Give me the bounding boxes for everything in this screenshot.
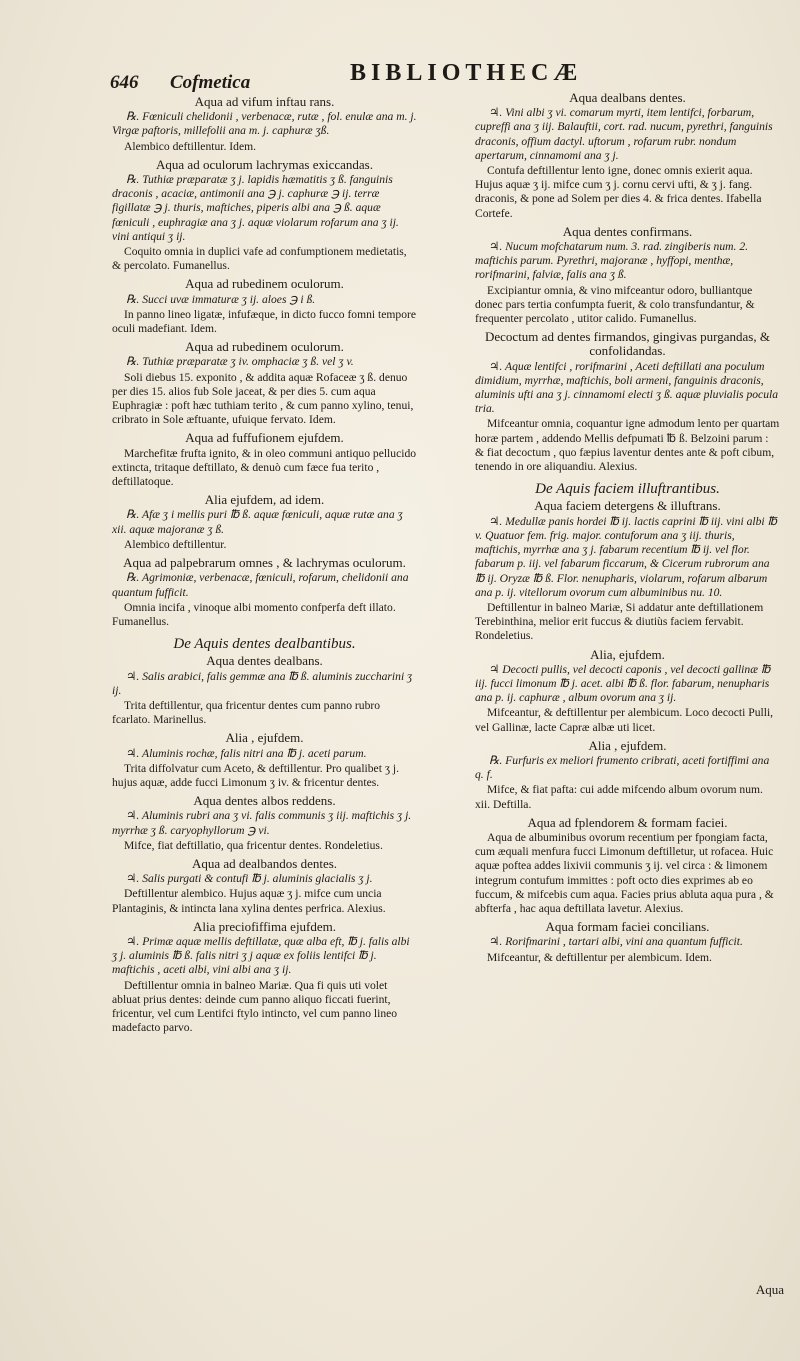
page-number: 646 bbox=[110, 72, 139, 93]
prose-block: Excipiantur omnia, & vino mifceantur odoro, bulliantque donec pars tertia confumpta fuerit, & colo transfundantur, & frequenter percolato , utitor calido. Fumanellus. bbox=[475, 283, 755, 326]
prose-block: Aqua de albuminibus ovorum recentium per fpongiam facta, cum æquali menfura fucci Limonum deftilletur, ut rofacea. Huic aquæ poftea addes lixivii communis ʒ ij. vel circa : & limonem integrum contufum immittes : poft octo dies exprimes ab eo fuccum, & mifcebis cum aqua. Facies prius abluta aqua pura , & abfterfa , hac aqua deftillata lavetur. Alexius. bbox=[475, 830, 774, 915]
recipe-block: ♃. Primæ aquæ mellis deftillatæ, quæ alba eft, ℔ j. falis albi ʒ j. aluminis ℔ ß. falis nitri ʒ j aquæ ex foliis lentifci ℔ j. maftichis , aceti albi, vini albi ana ʒ ij. bbox=[112, 934, 410, 977]
heading-block: Aqua dentes albos reddens. bbox=[193, 793, 336, 809]
prose-block: Contufa deftillentur lento igne, donec omnis exierit aqua. Hujus aquæ ʒ ij. mifce cum ʒ j. cornu cervi ufti, & ʒ j. fang. draconis, & pone ad Solem per dies 4. & frica dentes. Ifabella Cortefe. bbox=[475, 164, 762, 220]
recipe-block: ♃. Aluminis rubri ana ʒ vi. falis communis ʒ iij. maftichis ʒ j. myrrhæ ʒ ß. caryophyllorum ℈ vi. bbox=[112, 809, 412, 837]
heading-block: Alia , ejufdem. bbox=[225, 730, 304, 746]
prose-block: Mifce, & fiat pafta: cui adde mifcendo album ovorum num. xii. Deftilla. bbox=[475, 783, 763, 811]
running-title: BIBLIOTHECÆ bbox=[350, 60, 583, 86]
recipe-block: ♃. Salis arabici, falis gemmæ ana ℔ ß. aluminis zuccharini ʒ ij. bbox=[112, 669, 413, 697]
prose-block: Deftillentur alembico. Hujus aquæ ʒ j. mifce cum uncia Plantaginis, & intincta lana xylina dentes perfrica. Alexius. bbox=[112, 887, 386, 915]
left-column bbox=[112, 92, 417, 1039]
catchword: Aqua bbox=[755, 1282, 784, 1297]
recipe-block: ℞. Fœniculi chelidonii , verbenacæ, rutæ , fol. enulæ ana m. j. Virgæ paftoris, millefolii ana m. j. caphuræ ʒß. bbox=[112, 110, 417, 138]
heading-block: Alia preciofiffima ejufdem. bbox=[192, 918, 337, 934]
heading-block: Aqua ad palpebrarum omnes , & lachrymas oculorum. bbox=[123, 555, 406, 571]
prose-block: Alembico deftillentur. Idem. bbox=[124, 139, 257, 153]
recipe-block: ♃. Nucum mofchatarum num. 3. rad. zingiberis num. 2. maftichis parum. Pyrethri, majoranæ , hyffopi, menthæ, rorifmarini, falviæ, falis ana ʒ ß. bbox=[475, 240, 749, 282]
recipe-block: ♃ Decocti pullis, vel decocti caponis , vel decocti gallinæ ℔ iij. fucci limonum ℔ j. acet. albi ℔ ß. flor. fabarum, nenupharis ana p. ij. caphuræ , album ovorum ana ʒ ij. bbox=[475, 662, 771, 705]
heading-block: Aqua dentes dealbans. bbox=[206, 653, 323, 669]
heading-block: Aqua ad oculorum lachrymas exiccandas. bbox=[156, 156, 373, 172]
heading-block: Decoctum ad dentes firmandos, gingivas purgandas, & confolidandas. bbox=[485, 329, 770, 359]
rubric-block: De Aquis dentes dealbantibus. bbox=[173, 636, 356, 653]
heading-block: Aqua ad fplendorem & formam faciei. bbox=[527, 814, 728, 830]
heading-block: Aqua faciem detergens & illuftrans. bbox=[534, 498, 721, 514]
recipe-block: ℞. Tuthiæ præparatæ ʒ iv. omphaciæ ʒ ß. vel ʒ v. bbox=[126, 355, 354, 369]
recipe-block: ♃. Aquæ lentifci , rorifmarini , Aceti deftillati ana poculum dimidium, myrrhæ, maftichis, boli armeni, fanguinis draconis, aluminis ufti ana ʒ j. cinnamomi electi ʒ ß. aquæ pluvialis pocula tria. bbox=[475, 359, 779, 416]
prose-block: Mifce, fiat deftillatio, qua fricentur dentes. Rondeletius. bbox=[124, 838, 383, 852]
heading-block: Alia ejufdem, ad idem. bbox=[204, 492, 325, 508]
heading-block: Alia , ejufdem. bbox=[588, 737, 667, 753]
prose-block: Omnia incifa , vinoque albi momento confperfa deft illato. Fumanellus. bbox=[112, 600, 396, 628]
prose-block: Deftillentur omnia in balneo Mariæ. Qua fi quis uti volet abluat prius dentes: deinde cum panno aliquo ficcati fuerint, fricentur, vel cum Lentifci ftylo intincto, vel cum panno lineo madefacto parvo. bbox=[112, 978, 398, 1035]
recipe-block: ♃. Vini albi ʒ vi. comarum myrti, item lentifci, forbarum, cupreffi ana ʒ iij. Balauftii, cort. rad. nucum, pyrethri, fanguinis draconis, offium dactyl. uftorum , rofarum rubr. nondum apertarum, cinnamomi ana ʒ j. bbox=[475, 106, 773, 162]
prose-block: Mifceantur omnia, coquantur igne admodum lento per quartam horæ partem , addendo Mellis defpumati ℔ ß. Belzoini parum : & fiat decoctum , quo fæpius laventur dentes ante & poft cibum, tenendo in ore aliquandiu. Alexius. bbox=[475, 417, 780, 474]
rubric-block: De Aquis faciem illuftrantibus. bbox=[535, 481, 720, 498]
recipe-block: ℞. Tuthiæ præparatæ ʒ j. lapidis hæmatitis ʒ ß. fanguinis draconis , acaciæ, antimonii ana ℈ j. caphuræ ℈ ij. terræ figillatæ ℈ j. thuris, maftiches, piperis albi ana ℈ ß. aquæ fœniculi , euphragiæ ana ʒ j. aquæ violarum rofarum ana ʒ ij. vini antiqui ʒ ij. bbox=[112, 173, 399, 243]
heading-block: Aqua dealbans dentes. bbox=[569, 90, 686, 105]
recipe-block: ℞. Agrimoniæ, verbenacæ, fœniculi, rofarum, chelidonii ana quantum fufficit. bbox=[112, 571, 409, 599]
prose-block: In panno lineo ligatæ, infufæque, in dicto fucco fomni tempore oculi madefiant. Idem. bbox=[112, 307, 417, 336]
prose-block: Alembico deftillentur. bbox=[124, 537, 227, 551]
heading-block: Aqua dentes confirmans. bbox=[562, 223, 693, 239]
recipe-block: ♃. Medullæ panis hordei ℔ ij. lactis caprini ℔ iij. vini albi ℔ v. Quatuor fem. frig. major. contuforum ana ʒ iij. thuris, maftichis, myrrhæ ana ʒ j. fabarum recentium ℔ ij. vel flor. fabarum p. iij. vel fabarum ficcarum, & Cicerum rubrorum ana ℔ ij. Oryzæ ℔ ß. Flor. nenupharis, violarum, rofarum albarum ana p. ij. vitellorum ovorum cum albuminibus nu. 10. bbox=[475, 514, 777, 599]
prose-block: Soli diebus 15. exponito , & addita aquæ Rofaceæ ʒ ß. denuo per dies 15. alios fub Sole jaceat, & per dies 5. cum aqua Euphragiæ : poft hæc tuthiam terito , & cum panno xylino, tenui, cribrato in Sole æftuante, ufuique fervato. Idem. bbox=[112, 370, 414, 427]
prose-block: Deftillentur in balneo Mariæ, Si addatur ante deftillationem Terebinthina, melior erit fuccus & diutiùs faciem fervabit. Rondeletius. bbox=[475, 600, 764, 643]
heading-block: Aqua ad dealbandos dentes. bbox=[191, 855, 338, 871]
prose-block: Marchefitæ frufta ignito, & in oleo communi antiquo pellucido extincta, tritaque deftillato, & denuò cum fæce fua terito , deftillatoque. bbox=[112, 446, 417, 489]
prose-block: Trita deftillentur, qua fricentur dentes cum panno rubro fcarlato. Marinellus. bbox=[112, 698, 381, 727]
heading-block: Aqua ad vifum inftau rans. bbox=[194, 94, 335, 109]
prose-block: Trita diffolvatur cum Aceto, & deftillentur. Pro qualibet ʒ j. hujus aquæ, adde fucci Limonum ʒ iv. & fricentur dentes. bbox=[112, 761, 399, 789]
recipe-block: ℞. Afæ ʒ i mellis puri ℔ ß. aquæ fœniculi, aquæ rutæ ana ʒ xii. aquæ majoranæ ʒ ß. bbox=[112, 508, 403, 536]
right-column bbox=[475, 88, 780, 969]
heading-block: Alia, ejufdem. bbox=[590, 646, 665, 662]
prose-block: Mifceantur, & deftillentur per alembicum. Loco decocti Pulli, vel Gallinæ, lacte Capræ albæ uti licet. bbox=[475, 706, 774, 734]
heading-block: Aqua formam faciei concilians. bbox=[545, 919, 710, 935]
prose-block: Coquito omnia in duplici vafe ad confumptionem medietatis, & percolato. Fumanellus. bbox=[112, 245, 407, 273]
recipe-block: ℞. Furfuris ex meliori frumento cribrati, aceti fortiffimi ana q. f. bbox=[475, 753, 770, 782]
heading-block: Aqua ad fuffufionem ejufdem. bbox=[185, 430, 344, 446]
recipe-block: ♃. Salis purgati & contufi ℔ j. aluminis glacialis ʒ j. bbox=[126, 872, 373, 886]
heading-block: Aqua ad rubedinem oculorum. bbox=[185, 339, 344, 355]
section-title: Cofmetica bbox=[170, 72, 251, 93]
prose-block: Mifceantur, & deftillentur per alembicum. Idem. bbox=[487, 950, 712, 964]
recipe-block: ℞. Succi uvæ immaturæ ʒ ij. aloes ℈ i ß. bbox=[126, 292, 316, 306]
heading-block: Aqua ad rubedinem oculorum. bbox=[185, 276, 344, 292]
recipe-block: ♃. Aluminis rochæ, falis nitri ana ℔ j. aceti parum. bbox=[126, 746, 367, 760]
recipe-block: ♃. Rorifmarini , tartari albi, vini ana quantum fufficit. bbox=[489, 935, 743, 949]
